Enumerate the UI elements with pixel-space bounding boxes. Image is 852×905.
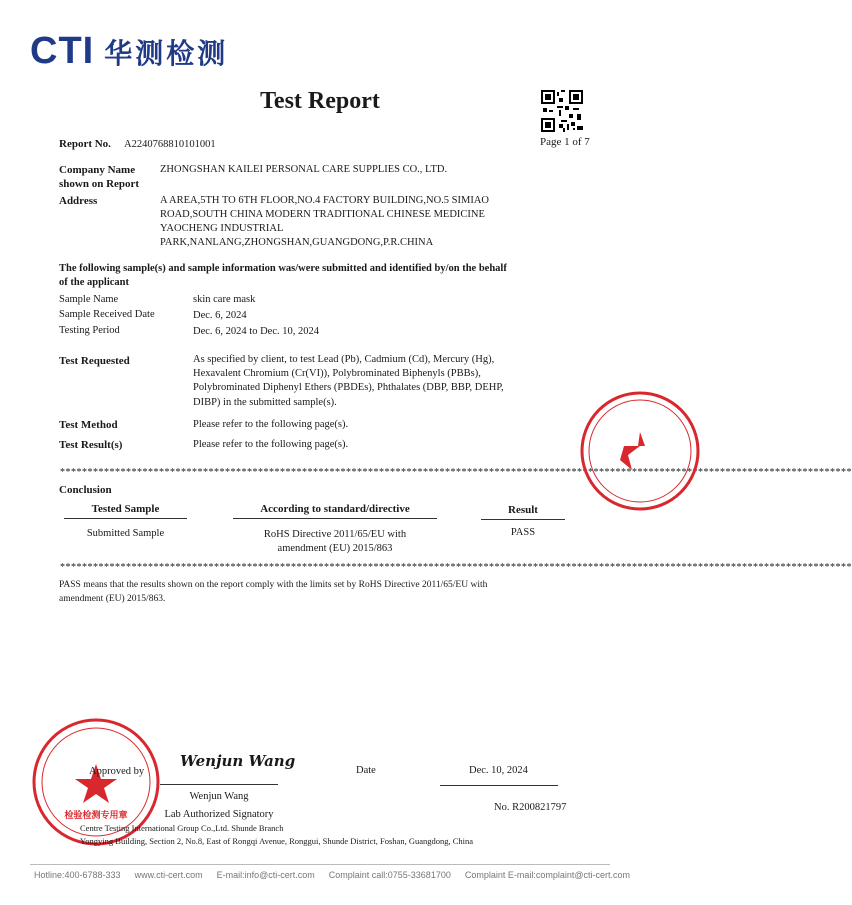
column-header-result: Result: [481, 504, 565, 520]
sample-received-label: Sample Received Date: [59, 309, 155, 320]
sample-name-label: Sample Name: [59, 294, 119, 305]
sample-received-value: Dec. 6, 2024: [193, 310, 247, 321]
report-no-label: Report No.: [59, 138, 111, 150]
signatory-name: Wenjun Wang: [189, 791, 249, 802]
separator-stars: ************************************************************************************************************************************************: [60, 562, 852, 573]
pass-note-line-1: PASS means that the results shown on the report comply with the limits set by RoHS Directive 2011/65/EU with: [59, 580, 488, 590]
cti-logo: [30, 30, 228, 73]
footer-complaint-email[interactable]: Complaint E-mail:complaint@cti-cert.com: [464, 870, 631, 880]
row-standard-line-2: amendment (EU) 2015/863: [277, 543, 393, 554]
column-header-standard: According to standard/directive: [233, 503, 437, 519]
separator-stars: ************************************************************************************************************************************************: [60, 467, 852, 478]
date-value: Dec. 10, 2024: [469, 765, 528, 776]
test-requested-label: Test Requested: [59, 355, 130, 367]
row-tested-sample: Submitted Sample: [86, 528, 165, 539]
pass-note-line-2: amendment (EU) 2015/863.: [59, 594, 166, 604]
test-requested-line: DIBP) in the submitted sample(s).: [193, 397, 337, 408]
test-result-value: Please refer to the following page(s).: [193, 439, 349, 450]
address-line: YAOCHENG INDUSTRIAL: [160, 223, 284, 234]
qr-code-icon: [541, 90, 583, 132]
testing-period-value: Dec. 6, 2024 to Dec. 10, 2024: [193, 326, 319, 337]
date-line: [440, 785, 558, 786]
testing-period-label: Testing Period: [59, 325, 120, 336]
test-result-label: Test Result(s): [59, 439, 123, 451]
address-label: Address: [59, 195, 98, 207]
page-title: Test Report: [260, 88, 380, 114]
conclusion-title: Conclusion: [59, 484, 112, 496]
branch-line-1: Centre Testing International Group Co.,Ltd. Shunde Branch: [80, 823, 284, 833]
company-label-1: Company Name: [59, 164, 136, 176]
approved-by-label: Approved by: [89, 766, 145, 777]
test-requested-line: As specified by client, to test Lead (Pb), Cadmium (Cd), Mercury (Hg),: [193, 354, 495, 365]
test-requested-line: Hexavalent Chromium (Cr(VI)), Polybrominated Biphenyls (PBBs),: [193, 368, 481, 379]
report-serial-no: No. R200821797: [494, 802, 567, 813]
footer-email[interactable]: E-mail:info@cti-cert.com: [216, 870, 315, 880]
handwritten-signature: Wenjun Wang: [180, 752, 296, 770]
company-value: ZHONGSHAN KAILEI PERSONAL CARE SUPPLIES CO., LTD.: [160, 164, 448, 175]
signatory-role: Lab Authorized Signatory: [164, 809, 274, 820]
company-label-2: shown on Report: [59, 178, 140, 190]
test-requested-line: Polybrominated Diphenyl Ethers (PBDEs), Phthalates (DBP, BBP, DEHP,: [193, 382, 504, 393]
footer-complaint-call: Complaint call:0755-33681700: [328, 870, 451, 880]
row-standard-line-1: RoHS Directive 2011/65/EU with: [263, 529, 407, 540]
footer-hotline: Hotline:400-6788-333: [34, 870, 121, 880]
seal-bottom-text: 检验检测专用章: [64, 811, 128, 821]
footer-divider: [30, 864, 610, 865]
test-method-value: Please refer to the following page(s).: [193, 419, 349, 430]
row-result: PASS: [510, 527, 536, 538]
report-no-value: A2240768810101001: [124, 139, 216, 150]
footer: [34, 870, 631, 880]
address-line: PARK,NANLANG,ZHONGSHAN,GUANGDONG,P.R.CHINA: [160, 237, 434, 248]
intro-line-2: of the applicant: [59, 277, 130, 288]
footer-website[interactable]: www.cti-cert.com: [134, 870, 203, 880]
signature-line: [160, 784, 278, 785]
address-line: ROAD,SOUTH CHINA MODERN TRADITIONAL CHINESE MEDICINE: [160, 209, 485, 220]
logo-text-en: CTI: [30, 30, 95, 72]
column-header-tested-sample: Tested Sample: [64, 503, 187, 519]
stamp-seal-icon: [580, 390, 640, 512]
logo-text-cn: 华测检测: [104, 36, 229, 70]
sample-name-value: skin care mask: [193, 294, 256, 305]
intro-line-1: The following sample(s) and sample information was/were submitted and identified by/on the behalf: [59, 263, 507, 274]
test-method-label: Test Method: [59, 419, 118, 431]
branch-line-2: Yongying Building, Section 2, No.8, East of Rongqi Avenue, Ronggui, Shunde District, Foshan, Guangdong, China: [80, 836, 474, 846]
address-line: A AREA,5TH TO 6TH FLOOR,NO.4 FACTORY BUILDING,NO.5 SIMIAO: [160, 195, 490, 206]
page-number: Page 1 of 7: [540, 136, 590, 148]
date-label: Date: [356, 765, 376, 776]
